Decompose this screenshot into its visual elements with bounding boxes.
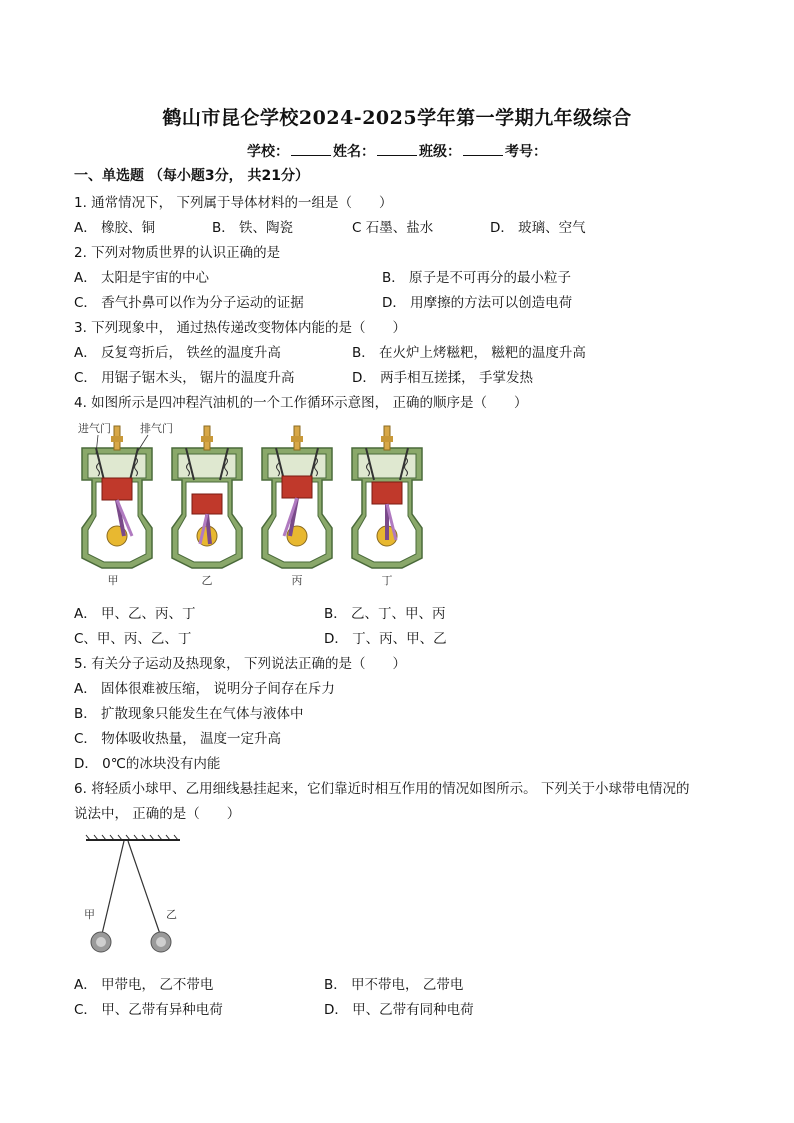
question-6-stem-line2: 说法中， 正确的是（ ）	[74, 806, 241, 822]
question-5-stem: 5. 有关分子运动及热现象， 下列说法正确的是（ ）	[74, 656, 406, 672]
hanging-balls-figure	[80, 834, 200, 964]
section-heading: 一、单选题 （每小题3分， 共21分）	[74, 168, 309, 184]
q6-option-c: C． 甲、乙带有异种电荷	[74, 1002, 223, 1018]
q2-option-a: A． 太阳是宇宙的中心	[74, 270, 210, 286]
q6-option-a: A． 甲带电， 乙不带电	[74, 977, 214, 993]
q5-option-d: D． 0℃的冰块没有内能	[74, 756, 221, 772]
engine-label-ding: 丁	[381, 574, 393, 587]
q2-option-b: B． 原子是不可再分的最小粒子	[382, 270, 572, 286]
question-3-stem: 3. 下列现象中， 通过热传递改变物体内能的是（ ）	[74, 320, 406, 336]
ball-label-yi: 乙	[166, 908, 177, 921]
question-1-stem: 1. 通常情况下， 下列属于导体材料的一组是（ ）	[74, 195, 393, 211]
question-6-stem-line1: 6. 将轻质小球甲、乙用细线悬挂起来，它们靠近时相互作用的情况如图所示。 下列关于小球带电情况的	[74, 781, 690, 797]
engine-cycle-figure	[74, 418, 424, 590]
q3-option-a: A． 反复弯折后， 铁丝的温度升高	[74, 345, 281, 361]
engine-label-jia: 甲	[107, 574, 119, 587]
q5-option-c: C． 物体吸收热量， 温度一定升高	[74, 731, 282, 747]
q1-option-a: A． 橡胶、铜	[74, 220, 156, 236]
engine-yi	[172, 426, 242, 568]
class-label: 班级：	[419, 144, 461, 160]
exhaust-valve-label: 排气门	[140, 422, 173, 435]
q6-option-d: D． 甲、乙带有同种电荷	[324, 1002, 474, 1018]
page-title: 鹤山市昆仑学校2024-2025学年第一学期九年级综合	[162, 107, 632, 129]
q3-option-d: D． 两手相互搓揉， 手掌发热	[352, 370, 533, 386]
q4-option-a: A． 甲、乙、丙、丁	[74, 606, 196, 622]
engine-jia	[82, 426, 152, 568]
intake-valve-label: 进气门	[78, 422, 111, 435]
q1-option-c: C 石墨、盐水	[352, 220, 434, 236]
name-blank[interactable]	[377, 143, 417, 156]
engine-bing	[262, 426, 332, 568]
q4-option-c: C、甲、丙、乙、丁	[74, 631, 192, 647]
student-info-line	[0, 141, 794, 161]
q1-option-b: B． 铁、陶瓷	[212, 220, 294, 236]
school-label: 学校：	[247, 144, 289, 160]
q1-option-d: D． 玻璃、空气	[490, 220, 586, 236]
exam-no-label: 考号：	[505, 144, 547, 160]
question-2-stem: 2. 下列对物质世界的认识正确的是	[74, 245, 281, 261]
engine-label-bing: 丙	[291, 574, 303, 587]
q4-option-d: D． 丁、丙、甲、乙	[324, 631, 447, 647]
class-blank[interactable]	[463, 143, 503, 156]
school-blank[interactable]	[291, 143, 331, 156]
q5-option-a: A． 固体很难被压缩， 说明分子间存在斥力	[74, 681, 335, 697]
q6-option-b: B． 甲不带电， 乙带电	[324, 977, 464, 993]
ball-label-jia: 甲	[84, 908, 95, 921]
name-label: 姓名：	[333, 144, 375, 160]
q2-option-d: D． 用摩擦的方法可以创造电荷	[382, 295, 573, 311]
question-4-stem: 4. 如图所示是四冲程汽油机的一个工作循环示意图， 正确的顺序是（ ）	[74, 395, 528, 411]
engine-label-yi: 乙	[201, 574, 213, 587]
engine-ding	[352, 426, 422, 568]
q3-option-b: B． 在火炉上烤糍粑， 糍粑的温度升高	[352, 345, 586, 361]
q4-option-b: B． 乙、丁、甲、丙	[324, 606, 446, 622]
q3-option-c: C． 用锯子锯木头， 锯片的温度升高	[74, 370, 295, 386]
q2-option-c: C． 香气扑鼻可以作为分子运动的证据	[74, 295, 304, 311]
q5-option-b: B． 扩散现象只能发生在气体与液体中	[74, 706, 304, 722]
